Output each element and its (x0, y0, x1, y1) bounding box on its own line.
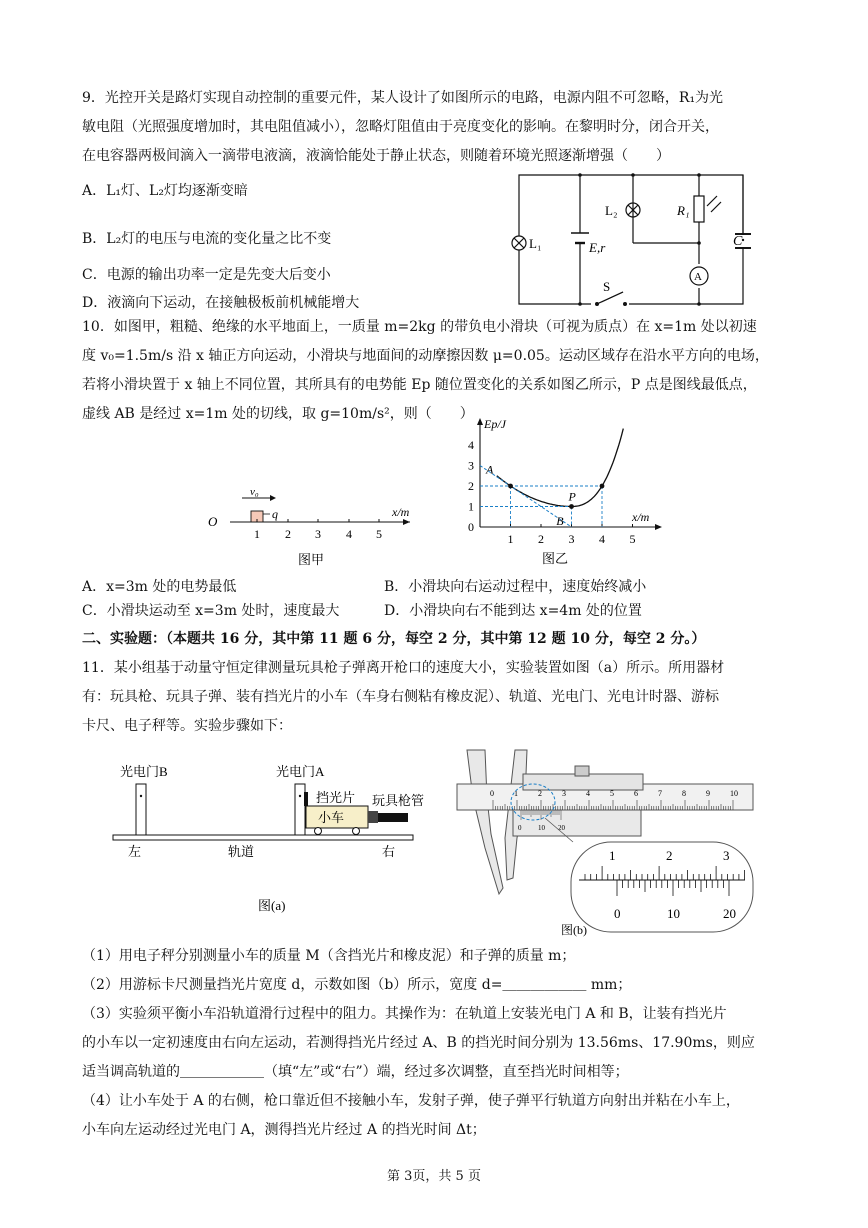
q10-line: 虚线 AB 是经过 x=1m 处的切线，取 g=10m/s²，则（ ） (82, 406, 474, 422)
main-scale-label: 2 (538, 789, 542, 798)
q10-line: 度 v₀=1.5m/s 沿 x 轴正方向运动，小滑块与地面间的动摩擦因数 μ=0.05。运动区域存在沿水平方向的电场， (82, 348, 769, 364)
q9-option-c: C．电源的输出功率一定是先变大后变小 (82, 267, 331, 283)
label-S: S (603, 279, 611, 294)
caption-yi: 图乙 (542, 551, 569, 566)
q9-option-b: B．L₂灯的电压与电流的变化量之比不变 (82, 231, 332, 247)
tick-label: 5 (376, 527, 382, 541)
q9-option-a: A．L₁灯、L₂灯均逐渐变暗 (82, 183, 248, 199)
vernier-label: 10 (538, 824, 545, 832)
caption-a: 图(a) (258, 898, 286, 913)
q10-line: 若将小滑块置于 x 轴上不同位置，其所具有的电势能 Ep 随位置变化的关系如图乙所示，P 点是图线最低点， (82, 377, 757, 393)
q10-option-a: A．x=3m 处的电势最低 (82, 579, 237, 595)
q9-option-d: D．液滴向下运动，在接触极板前机械能增大 (82, 295, 360, 311)
data-point (600, 484, 605, 489)
label-q: q (272, 507, 278, 521)
label-track: 轨道 (228, 844, 255, 859)
figure-a (110, 758, 440, 923)
main-scale-label: 5 (610, 789, 614, 798)
q11-step: 适当调高轨道的＿＿＿＿＿＿（填“左”或“右”）端，经过多次调整，直至挡光时间相等； (82, 1064, 629, 1080)
label-B: B (556, 514, 564, 528)
section-heading: 二、实验题：（本题共 16 分，其中第 11 题 6 分，每空 2 分，其中第 12 题 10 分，每空 2 分。） (82, 631, 706, 647)
main-scale-label: 0 (490, 789, 494, 798)
q9-line: 敏电阻（光照强度增加时，其电阻值减小），忽略灯阻值由于亮度变化的影响。在黎明时分，闭合开关， (82, 119, 719, 135)
x-tick-label: 1 (507, 532, 514, 546)
y-tick-label: 2 (468, 479, 474, 493)
label-gate-a: 光电门A (276, 764, 325, 779)
q11-line: 卡尺、电子秤等。实验步骤如下： (82, 718, 292, 734)
ammeter-label: A (694, 271, 702, 283)
vernier-label: 20 (558, 824, 565, 832)
tick-label: 3 (315, 527, 321, 541)
zoom-main-label: 1 (609, 848, 616, 863)
vernier-label: 0 (518, 824, 522, 832)
q9-line: 在电容器两极间滴入一滴带电液滴，液滴恰能处于静止状态，则随着环境光照逐渐增强（ ） (82, 148, 670, 164)
y-axis-label: Ep/J (484, 417, 506, 431)
label-A: A (486, 462, 494, 477)
q11-line: 有：玩具枪、玩具子弹、装有挡光片的小车（车身右侧粘有橡皮泥）、轨道、光电门、光电计时器、游标 (82, 689, 719, 705)
label-O: O (208, 514, 218, 529)
x-tick-label: 4 (599, 532, 605, 546)
figure-jia (200, 480, 420, 570)
label-R1: R₁ (677, 203, 690, 218)
tick-label: 1 (254, 527, 260, 541)
caption-b: 图(b) (561, 923, 587, 937)
q10-stem (82, 313, 792, 429)
x-axis-label: x/m (632, 510, 650, 524)
figure-yi (450, 415, 670, 570)
q11-line: 11．某小组基于动量守恒定律测量玩具枪子弹离开枪口的速度大小，实验装置如图（a）所示。所用器材 (82, 660, 725, 676)
q11-stem (82, 654, 792, 741)
label-gun: 玩具枪管 (372, 793, 425, 808)
q10-option-b: B．小滑块向右运动过程中，速度始终减小 (384, 579, 647, 595)
label-shade: 挡光片 (316, 790, 356, 805)
circuit-diagram (505, 168, 755, 310)
main-scale-label: 7 (658, 789, 662, 798)
main-scale-label: 1 (514, 789, 518, 798)
y-tick-label: 3 (468, 458, 474, 473)
data-point (569, 504, 574, 509)
q11-step: （4）让小车处于 A 的右侧，枪口靠近但不接触小车，发射子弹，使子弹平行轨道方向射出并粘在小车上， (82, 1093, 740, 1109)
zoom-vernier-label: 20 (723, 906, 736, 921)
label-P: P (568, 489, 576, 504)
main-scale-label: 9 (706, 789, 710, 798)
label-C: C (733, 234, 743, 249)
x-tick-label: 3 (568, 532, 575, 546)
page-footer: 第 3页，共 5 页 (387, 1169, 481, 1184)
y-tick-label: 4 (468, 438, 474, 452)
figure-b (445, 738, 757, 938)
x-tick-label: 5 (629, 532, 636, 546)
main-scale-label: 6 (634, 789, 638, 798)
zoom-main-label: 2 (666, 848, 673, 863)
q11-step: 的小车以一定初速度由右向左运动，若测得挡光片经过 A、B 的挡光时间分别为 13.56ms、17.90ms，则应 (82, 1035, 755, 1051)
x-axis-label: x/m (392, 505, 410, 519)
main-scale-label: 4 (586, 789, 590, 798)
main-scale-label: 8 (682, 789, 686, 798)
tick-label: 2 (285, 527, 291, 541)
label-gate-b: 光电门B (120, 764, 168, 779)
y-tick-label: 0 (468, 520, 474, 534)
q11-steps (82, 942, 792, 1145)
q11-step: （1）用电子秤分别测量小车的质量 M（含挡光片和橡皮泥）和子弹的质量 m； (82, 948, 576, 964)
x-tick-label: 2 (538, 532, 544, 546)
q11-step: 小车向左运动经过光电门 A，测得挡光片经过 A 的挡光时间 Δt； (82, 1122, 486, 1138)
label-v0: v₀ (250, 486, 259, 498)
data-point (508, 484, 513, 489)
label-L1: L₁ (529, 236, 542, 251)
q10-option-d: D．小滑块向右不能到达 x=4m 处的位置 (384, 603, 642, 619)
tick-label: 4 (346, 527, 352, 541)
q11-step: （2）用游标卡尺测量挡光片宽度 d，示数如图（b）所示，宽度 d=＿＿＿＿＿＿ mm； (82, 977, 632, 993)
label-left: 左 (128, 844, 142, 859)
label-right: 右 (382, 844, 396, 859)
q9-line: 9．光控开关是路灯实现自动控制的重要元件，某人设计了如图所示的电路，电源内阻不可忽略，R₁为光 (82, 90, 724, 106)
main-scale-label: 3 (562, 789, 566, 798)
q11-step: （3）实验须平衡小车沿轨道滑行过程中的阻力。其操作为：在轨道上安装光电门 A 和 B，让装有挡光片 (82, 1006, 727, 1022)
label-E: E,r (589, 240, 606, 255)
zoom-main-label: 3 (723, 848, 730, 863)
y-tick-label: 1 (468, 499, 474, 514)
zoom-vernier-label: 0 (614, 906, 621, 921)
q9-stem (82, 84, 792, 171)
label-L2: L₂ (605, 203, 618, 218)
q10-option-c: C．小滑块运动至 x=3m 处时，速度最大 (82, 603, 340, 619)
zoom-vernier-label: 10 (667, 906, 680, 921)
energy-curve (497, 429, 624, 507)
caption-jia: 图甲 (298, 552, 325, 567)
label-car: 小车 (318, 810, 345, 825)
q10-line: 10．如图甲，粗糙、绝缘的水平地面上，一质量 m=2kg 的带负电小滑块（可视为质点）在 x=1m 处以初速 (82, 319, 757, 335)
main-scale-label: 10 (730, 789, 738, 798)
